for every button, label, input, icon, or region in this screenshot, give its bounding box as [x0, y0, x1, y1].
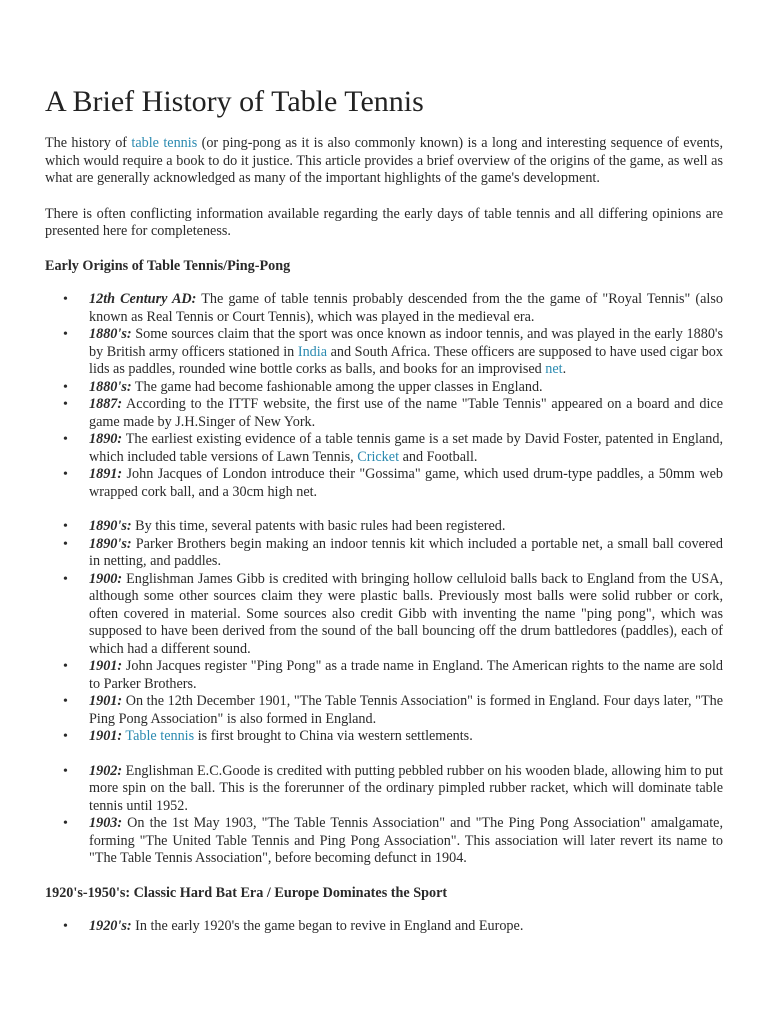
- list-item: • 1880's: Some sources claim that the sport was once known as indoor tennis, and was played in the early 1880's by British army officers stationed in India and South Africa. These officers are supposed to have used cigar box lids as paddles, rounded wine bottle corks as balls, and books for an improvised net.: [63, 326, 723, 377]
- timeline-list-1: [45, 291, 723, 501]
- list-item: • 1880's: The game had become fashionable among the upper classes in England.: [63, 378, 543, 395]
- intro-paragraph-2: There is often conflicting information available regarding the early days of table tennis and all differing opinions are presented here for completeness.: [45, 205, 723, 239]
- list-item: • 1890's: By this time, several patents with basic rules had been registered.: [63, 518, 506, 534]
- timeline-list-4: [45, 918, 723, 936]
- cricket-link[interactable]: Cricket: [357, 448, 400, 465]
- article-body: [45, 135, 723, 936]
- list-item: • 1887: According to the ITTF website, the first use of the name "Table Tennis" appeared on a board and dice game made by J.H.Singer of New York.: [63, 396, 723, 430]
- list-item: • 1901: On the 12th December 1901, "The Table Tennis Association" is formed in England. Four days later, "The Ping Pong Association" is also formed in England.: [63, 693, 723, 727]
- list-item: • 1920's: In the early 1920's the game began to revive in England and Europe.: [63, 918, 524, 934]
- section-heading-hard-bat-era: 1920's-1950's: Classic Hard Bat Era / Europe Dominates the Sport: [45, 884, 448, 901]
- list-item: • 1900: Englishman James Gibb is credited with bringing hollow celluloid balls back to England from the USA, although some other sources claim they were plastic balls. Previously most balls were solid rubber or cork, often covered in material. Some sources also credit Gibb with inventing the name "ping pong", which was supposed to have been derived from the sound of the ball bouncing off the drum battledores (paddles), each of which had a different sound.: [63, 570, 723, 657]
- page-title: A Brief History of Table Tennis: [45, 85, 424, 118]
- net-link[interactable]: net: [545, 361, 563, 377]
- list-item: • 1901: Table tennis is first brought to China via western settlements.: [63, 728, 473, 744]
- intro-paragraph-1: The history of table tennis (or ping-pong as it is also commonly known) is a long and interesting sequence of events, which would require a book to do it justice. This article provides a brief overview of the origins of the game, as well as what are generally acknowledged as many of the important highlights of the game's development.: [45, 135, 723, 186]
- list-item: • 1890: The earliest existing evidence of a table tennis game is a set made by David Foster, patented in England, which included table versions of Lawn Tennis, Cricket and Football.: [63, 431, 723, 465]
- table-tennis-link[interactable]: table tennis: [131, 135, 198, 151]
- india-link[interactable]: India: [297, 343, 328, 360]
- list-item: • 12th Century AD: The game of table tennis probably descended from the the game of "Royal Tennis" (also known as Real Tennis or Court Tennis), which was played in the medieval era.: [63, 291, 723, 325]
- list-item: • 1890's: Parker Brothers begin making an indoor tennis kit which included a portable net, a small ball covered in netting, and paddles.: [63, 535, 723, 569]
- timeline-list-3: [45, 763, 723, 868]
- list-item: • 1901: John Jacques register "Ping Pong" as a trade name in England. The American rights to the name are sold to Parker Brothers.: [63, 658, 723, 692]
- table-tennis-link-2[interactable]: Table tennis: [125, 728, 195, 744]
- section-heading-early-origins: Early Origins of Table Tennis/Ping-Pong: [45, 257, 291, 274]
- timeline-list-2: [45, 518, 723, 746]
- list-item: • 1891: John Jacques of London introduce their "Gossima" game, which used drum-type paddles, a 50mm web wrapped cork ball, and a 30cm high net.: [63, 466, 723, 500]
- list-item: • 1902: Englishman E.C.Goode is credited with putting pebbled rubber on his wooden blade, allowing him to put more spin on the ball. This is the forerunner of the ordinary pimpled rubber racket, which will dominate table tennis until 1952.: [63, 762, 724, 814]
- list-item: • 1903: On the 1st May 1903, "The Table Tennis Association" and "The Ping Pong Association" amalgamate, forming "The United Table Tennis and Ping Pong Association". This association will later revert its name to "The Table Tennis Association", before becoming defunct in 1904.: [63, 815, 723, 866]
